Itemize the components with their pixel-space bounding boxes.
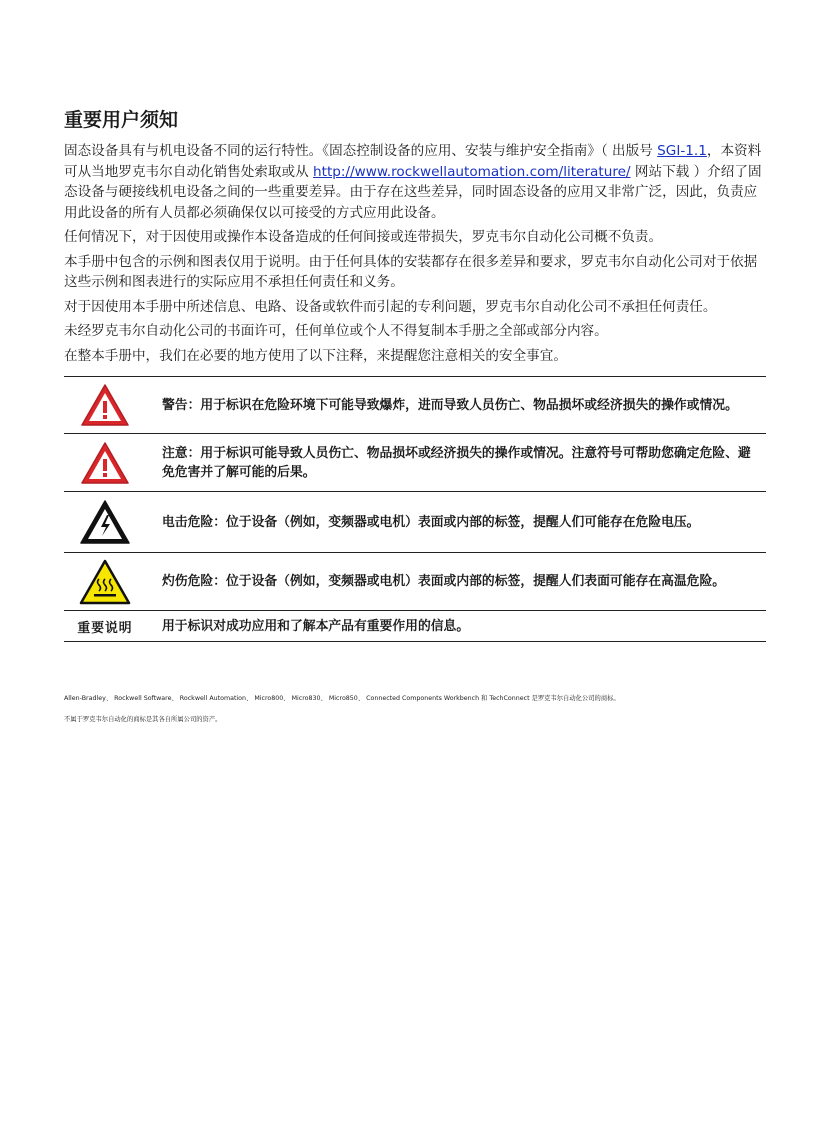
electric-shock-icon [79, 499, 131, 545]
third-party-trademark-notice: 不属于罗克韦尔自动化的商标是其各自所属公司的资产。 [64, 716, 222, 723]
notice-row-burn [64, 553, 766, 611]
important-text: 用于标识对成功应用和了解本产品有重要作用的信息。 [162, 618, 470, 634]
attention-triangle-icon [80, 441, 130, 485]
notice-row-shock [64, 492, 766, 553]
warning-text: 警告：用于标识在危险环境下可能导致爆炸，进而导致人员伤亡、物品损坏或经济损失的操作或情况。 [162, 397, 738, 413]
paragraph-text: 固态设备具有与机电设备不同的运行特性。《固态控制设备的应用、安装与维护安全指南》（ 出版号 [64, 143, 658, 159]
notice-icon-cell [64, 553, 146, 611]
notice-row-important [64, 611, 766, 642]
paragraph-text: ，本资料可从当地罗克韦尔自动化销售处索取或从 [64, 143, 762, 180]
paragraph-liability: 任何情况下，对于因使用或操作本设备造成的任何间接或连带损失，罗克韦尔自动化公司概不负责。 [64, 229, 663, 245]
notice-row-warning [64, 377, 766, 434]
notice-icon-cell [64, 434, 146, 492]
notice-row-attention [64, 434, 766, 492]
hot-surface-icon [79, 559, 131, 605]
notice-icon-cell [64, 492, 146, 553]
page-title: 重要用户须知 [64, 109, 179, 131]
paragraph-examples: 本手册中包含的示例和图表仅用于说明。由于任何具体的安装都存在很多差异和要求，罗克韦尔自动化公司对于依据这些示例和图表进行的实际应用不承担任何责任和义务。 [64, 253, 758, 290]
notice-icon-cell [64, 377, 146, 434]
footer [64, 694, 766, 736]
paragraph-patents: 对于因使用本手册中所述信息、电路、设备或软件而引起的专利问题，罗克韦尔自动化公司不承担任何责任。 [64, 298, 717, 315]
paragraph-solid-state [64, 141, 766, 223]
safety-notice-table [64, 376, 766, 642]
warning-triangle-icon [80, 383, 130, 427]
paragraph-notes-intro: 在整本手册中，我们在必要的地方使用了以下注释，来提醒您注意相关的安全事宜。 [64, 347, 567, 364]
literature-link[interactable]: http://www.rockwellautomation.com/literature/ [313, 163, 631, 180]
attention-text: 注意：用于标识可能导致人员伤亡、物品损坏或经济损失的操作或情况。注意符号可帮助您确定危险、避免危害并了解可能的后果。 [162, 445, 751, 480]
trademark-notice: Allen-Bradley、 Rockwell Software、 Rockwell Automation、 Micro800、 Micro830、 Micro850、 Connected Components Workbench 和 TechConnect 是罗克韦尔自动化公司的商标。 [64, 695, 620, 702]
paragraph-text: 网站下载 ）介绍了固态设备与硬接线机电设备之间的一些重要差异。由于存在这些差异，同时固态设备的应用又非常广泛，因此，负责应用此设备的所有人员都必须确保仅以可接受的方式应用此设备。 [64, 163, 762, 221]
notice-page [64, 106, 766, 642]
publication-link[interactable]: SGI-1.1 [657, 143, 707, 159]
shock-text: 电击危险：位于设备（例如，变频器或电机）表面或内部的标签，提醒人们可能存在危险电压。 [162, 514, 700, 530]
paragraph-reproduction: 未经罗克韦尔自动化公司的书面许可，任何单位或个人不得复制本手册之全部或部分内容。 [64, 323, 608, 339]
important-label: 重要说明 [77, 620, 133, 636]
burn-text: 灼伤危险：位于设备（例如，变频器或电机）表面或内部的标签，提醒人们表面可能存在高温危险。 [162, 574, 726, 589]
